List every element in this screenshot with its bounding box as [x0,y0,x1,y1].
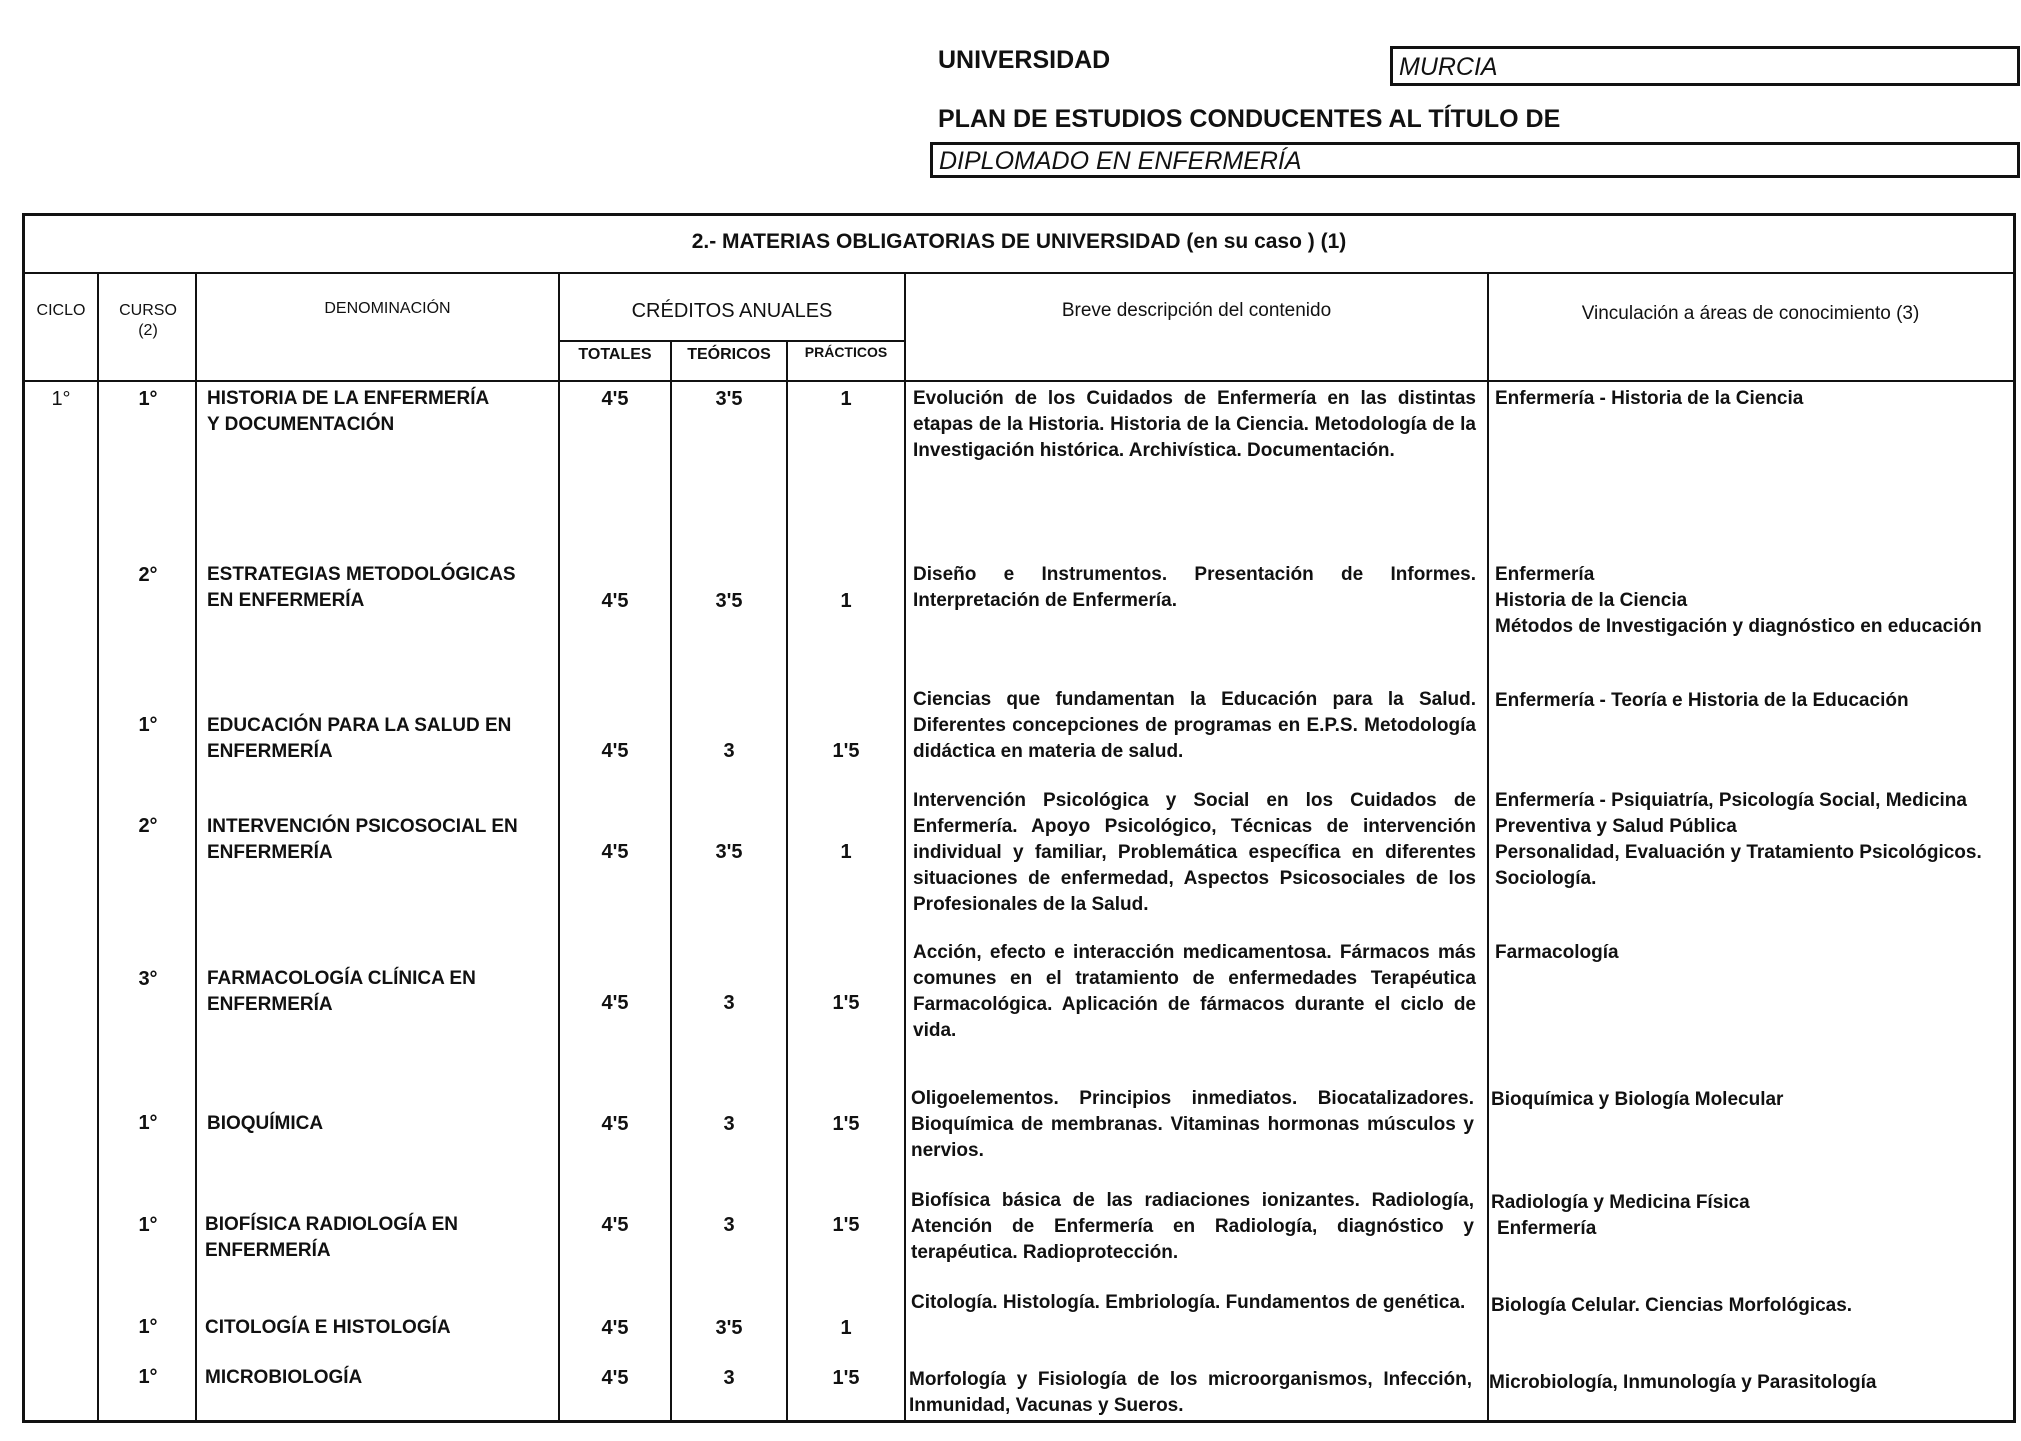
row-name-line: FARMACOLOGÍA CLÍNICA EN [207,968,476,989]
row-curso: 3° [138,968,158,990]
title-divider [25,272,2013,274]
col-curso-note: (2) [138,322,158,339]
col-teoricos: TEÓRICOS [687,346,771,363]
row-name [205,1212,458,1264]
row-name [207,386,489,438]
row-name-line: Y DOCUMENTACIÓN [207,414,395,435]
row-teoricos: 3'5 [715,590,743,612]
row-teoricos: 3'5 [715,841,743,863]
row-practicos: 1'5 [832,740,860,762]
row-name [207,713,511,765]
row-name-line: ENFERMERÍA [205,1240,331,1261]
row-curso: 1° [138,1316,158,1338]
row-areas [1489,1370,2009,1396]
row-practicos: 1 [840,388,852,410]
header-bottom-rule [25,380,2013,382]
col-totales: TOTALES [578,346,652,363]
creditos-subdivider [559,340,905,342]
row-practicos: 1'5 [832,1214,860,1236]
row-name-line: ESTRATEGIAS METODOLÓGICAS [207,564,516,585]
row-name-line: EDUCACIÓN PARA LA SALUD EN [207,715,512,736]
row-teoricos: 3 [723,740,735,762]
row-name-line: ENFERMERÍA [207,842,333,863]
row-name [207,562,516,614]
plan-label: PLAN DE ESTUDIOS CONDUCENTES AL TÍTULO DE [938,105,1561,133]
row-areas [1495,386,2015,412]
universidad-field: MURCIA [1390,46,2020,86]
row-areas [1495,562,2015,640]
row-name-line: EN ENFERMERÍA [207,590,365,611]
row-curso: 1° [138,714,158,736]
row-teoricos: 3'5 [715,1317,743,1339]
row-name-line: BIOQUÍMICA [207,1113,324,1134]
row-teoricos: 3 [723,1214,735,1236]
col-vinculacion: Vinculación a áreas de conocimiento (3) [1581,303,1920,324]
row-practicos: 1'5 [832,992,860,1014]
ciclo-value: 1° [51,388,71,410]
row-curso: 2° [138,815,158,837]
col-rule-2 [195,272,197,1420]
row-curso: 1° [138,1366,158,1388]
row-practicos: 1 [840,841,852,863]
row-name-line: HISTORIA DE LA ENFERMERÍA [207,388,490,409]
col-creditos: CRÉDITOS ANUALES [631,300,833,322]
row-area-line: Biología Celular. Ciencias Morfológicas. [1491,1295,1853,1316]
col-curso: CURSO [119,302,177,319]
row-curso: 1° [138,1112,158,1134]
row-area-line: Microbiología, Inmunología y Parasitología [1489,1372,1877,1393]
titulo-field: DIPLOMADO EN ENFERMERÍA [930,142,2020,178]
row-name-line: MICROBIOLOGÍA [205,1367,363,1388]
row-totales: 4'5 [601,841,629,863]
row-description: Citología. Histología. Embriología. Fundamentos de genética. [911,1292,1466,1313]
row-area-line: Radiología y Medicina Física [1491,1192,1750,1213]
row-totales: 4'5 [601,992,629,1014]
row-area-line: Métodos de Investigación y diagnóstico en educación [1495,616,1982,637]
row-area-line: Enfermería [1495,564,1595,585]
row-areas [1495,940,2015,966]
row-areas [1491,1293,2011,1319]
col-rule-5 [786,340,788,1420]
col-descripcion: Breve descripción del contenido [1061,300,1332,321]
row-area-line: Bioquímica y Biología Molecular [1491,1089,1784,1110]
row-name [207,1111,323,1137]
row-totales: 4'5 [601,1214,629,1236]
row-name [207,814,518,866]
row-totales: 4'5 [601,1367,629,1389]
row-curso: 1° [138,1214,158,1236]
row-name [205,1315,451,1341]
row-description: Oligoelementos. Principios inmediatos. Biocatalizadores. Bioquímica de membranas. Vitaminas hormonas músculos y nervios. [911,1088,1474,1161]
row-name-line: CITOLOGÍA E HISTOLOGÍA [205,1317,451,1338]
row-area-line: Farmacología [1495,942,1619,963]
row-name-line: ENFERMERÍA [207,741,333,762]
row-description: Biofísica básica de las radiaciones ionizantes. Radiología, Atención de Enfermería en Radiología, diagnóstico y terapéutica. Radioprotección. [911,1190,1474,1263]
row-name-line: BIOFÍSICA RADIOLOGÍA EN [205,1214,458,1235]
row-curso: 2° [138,564,158,586]
row-description: Evolución de los Cuidados de Enfermería en las distintas etapas de la Historia. Historia de la Ciencia. Metodología de la Investigación histórica. Archivística. Documentación. [913,388,1476,461]
row-practicos: 1 [840,1317,852,1339]
table-title: 2.- MATERIAS OBLIGATORIAS DE UNIVERSIDAD (en su caso ) (1) [691,230,1347,253]
row-areas [1491,1087,2011,1113]
row-description: Diseño e Instrumentos. Presentación de Informes. Interpretación de Enfermería. [913,564,1476,611]
row-description: Ciencias que fundamentan la Educación para la Salud. Diferentes concepciones de programas en E.P.S. Metodología didáctica en materia de salud. [913,689,1476,762]
row-totales: 4'5 [601,1113,629,1135]
universidad-label: UNIVERSIDAD [938,46,1111,74]
row-totales: 4'5 [601,740,629,762]
row-area-line: Enfermería - Teoría e Historia de la Educación [1495,690,1909,711]
row-name-line: INTERVENCIÓN PSICOSOCIAL EN [207,816,518,837]
row-areas [1495,688,2015,714]
row-area-line: Historia de la Ciencia [1495,590,1688,611]
row-teoricos: 3 [723,1367,735,1389]
row-area-line: Sociología. [1495,868,1597,889]
row-curso: 1° [138,388,158,410]
row-areas [1495,788,2015,892]
row-area-line: Enfermería - Psiquiatría, Psicología Social, Medicina Preventiva y Salud Pública [1495,790,1967,837]
row-practicos: 1 [840,590,852,612]
row-area-line: Enfermería [1497,1218,1597,1239]
row-practicos: 1'5 [832,1367,860,1389]
materias-table [22,213,2016,1423]
row-areas [1491,1190,2011,1242]
row-practicos: 1'5 [832,1113,860,1135]
col-rule-4 [670,340,672,1420]
row-name-line: ENFERMERÍA [207,994,333,1015]
row-teoricos: 3 [723,1113,735,1135]
row-name [207,966,476,1018]
col-practicos: PRÁCTICOS [804,344,888,360]
row-totales: 4'5 [601,388,629,410]
col-denominacion: DENOMINACIÓN [324,300,451,317]
row-description: Acción, efecto e interacción medicamentosa. Fármacos más comunes en el tratamiento de enfermedades Terapéutica Farmacológica. Aplicación de fármacos durante el ciclo de vida. [913,942,1476,1041]
row-teoricos: 3 [723,992,735,1014]
row-description: Morfología y Fisiología de los microorganismos, Infección, Inmunidad, Vacunas y Sueros. [909,1369,1472,1416]
col-ciclo: CICLO [36,302,86,319]
row-area-line: Enfermería - Historia de la Ciencia [1495,388,1804,409]
row-description: Intervención Psicológica y Social en los Cuidados de Enfermería. Apoyo Psicológico, Técnicas de intervención individual y familiar, Problemática específica en diferentes situaciones de enfermedad, Aspectos Psicosociales de los Profesionales de la Salud. [913,790,1476,915]
col-rule-1 [97,272,99,1420]
row-totales: 4'5 [601,1317,629,1339]
row-name [205,1365,362,1391]
row-teoricos: 3'5 [715,388,743,410]
col-rule-7 [1487,272,1489,1420]
row-totales: 4'5 [601,590,629,612]
row-area-line: Personalidad, Evaluación y Tratamiento Psicológicos. [1495,842,1982,863]
